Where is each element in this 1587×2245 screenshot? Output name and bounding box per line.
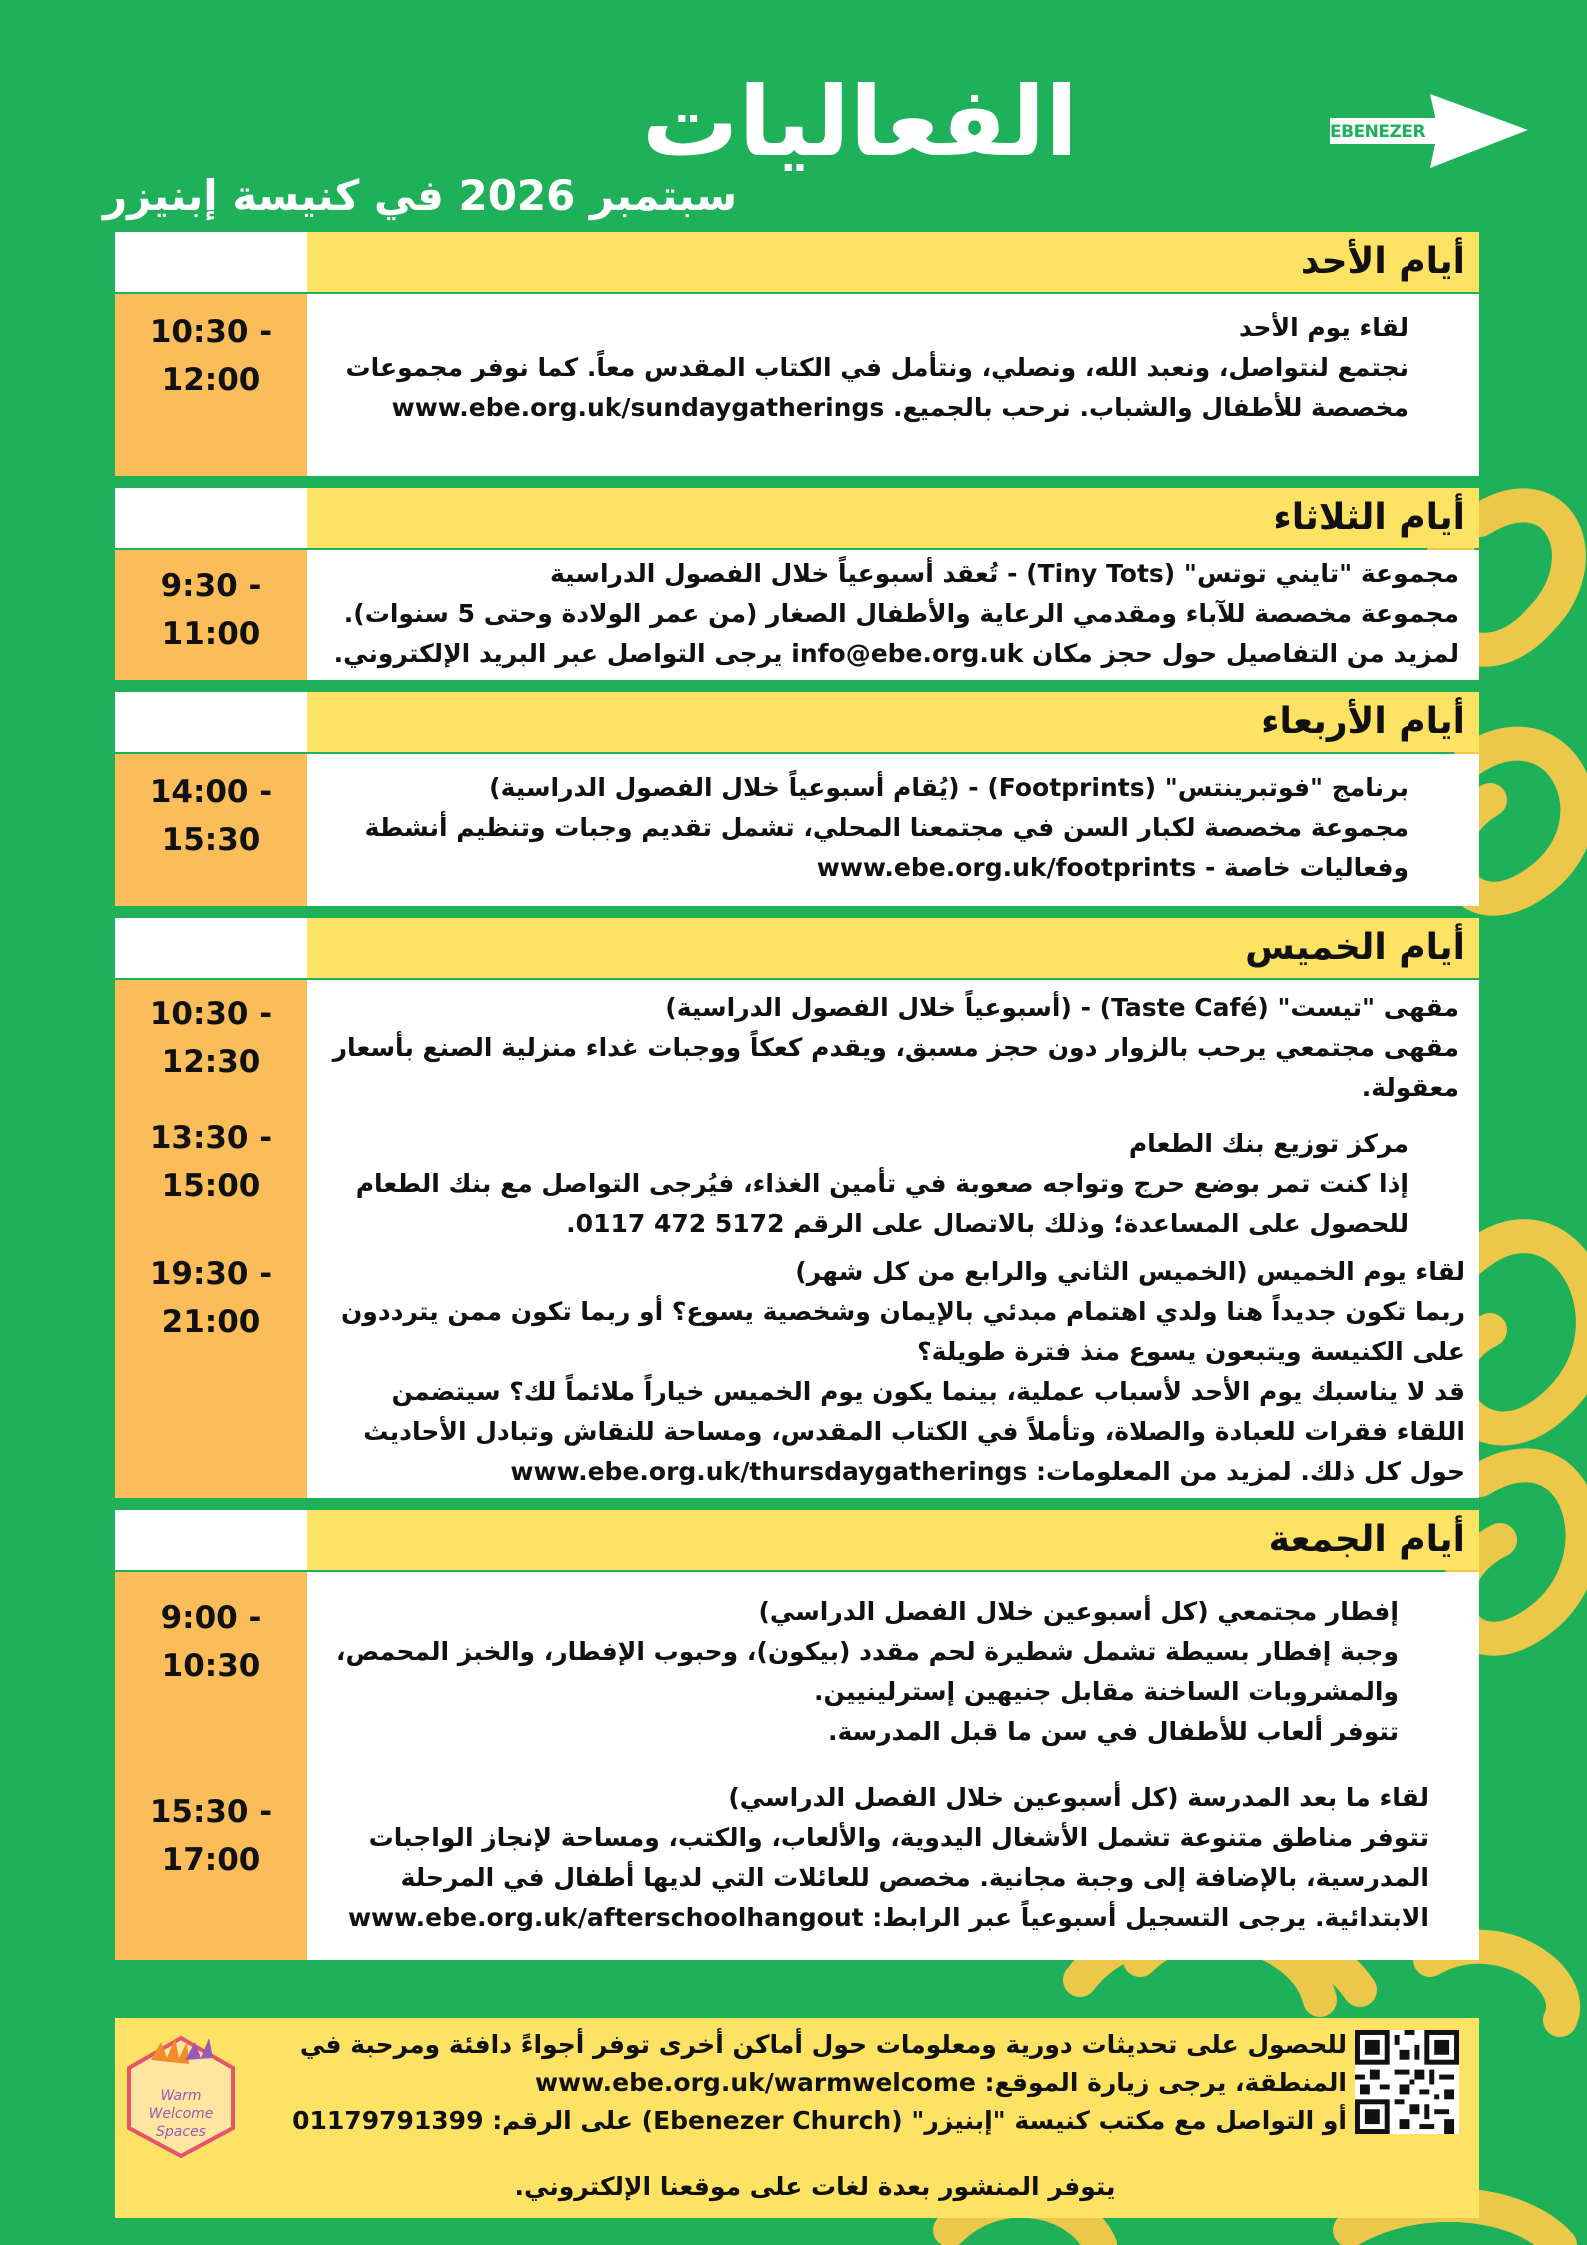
warm-welcome-badge [121,2030,241,2160]
time-column [115,294,307,476]
time-start: 15:30 - [149,1794,273,1830]
event-thursday-gathering [325,1252,1465,1492]
footer-text [292,2026,1347,2140]
event-after-school [319,1778,1429,1938]
time-end: 12:00 [161,362,261,398]
day-title: أيام الأربعاء [307,692,1479,752]
event-text: الابتدائية. يرجى التسجيل أسبوعياً عبر الرابط: www.ebe.org.uk/afterschoolhangout [347,1903,1429,1932]
event-text: معقولة. [1361,1073,1459,1102]
event-content [307,550,1479,680]
header-spacer [115,692,307,752]
footer-line: للحصول على تحديثات دورية ومعلومات حول أماكن أخرى توفر أجواءً دافئة ومرحبة في [299,2030,1347,2059]
event-title: مجموعة "تايني توتس" (Tiny Tots) - تُعقد أسبوعياً خلال الفصول الدراسية [550,559,1459,588]
time-column [115,550,307,680]
day-title: أيام الخميس [307,918,1479,978]
time-end: 11:00 [161,616,261,652]
day-header [115,918,1479,978]
event-title: لقاء يوم الخميس (الخميس الثاني والرابع من كل شهر) [795,1257,1465,1286]
event-text: تتوفر مناطق متنوعة تشمل الأشغال اليدوية، والألعاب، والكتب، ومساحة لإنجاز الواجبات [368,1823,1429,1852]
badge-word: Welcome [148,2106,214,2122]
event-text: مقهى مجتمعي يرحب بالزوار دون حجز مسبق، ويقدم كعكاً ووجبات غداء منزلية الصنع بأسعار [332,1033,1459,1062]
event-text: والمشروبات الساخنة مقابل جنيهين إسترلينيين. [814,1677,1399,1706]
day-body [115,754,1479,906]
event-text: نجتمع لنتواصل، ونعبد الله، ونصلي، ونتأمل في الكتاب المقدس معاً. كما نوفر مجموعات [345,353,1409,382]
badge-word: Warm [160,2088,202,2104]
event-taste-cafe [319,988,1459,1108]
day-header [115,692,1479,752]
day-body [115,1572,1479,1960]
event-content [307,754,1479,906]
event-text: وفعاليات خاصة - www.ebe.org.uk/footprints [816,853,1409,882]
event-title: إفطار مجتمعي (كل أسبوعين خلال الفصل الدراسي) [758,1597,1399,1626]
event-content [307,294,1479,476]
event-text: على الكنيسة ويتبعون يسوع منذ فترة طويلة؟ [917,1337,1465,1366]
time-start: 9:30 - [160,568,262,604]
time-column [115,1572,307,1960]
event-text: اللقاء فقرات للعبادة والصلاة، وتأملاً في الكتاب المقدس، ومساحة للنقاش وتبادل الأحاديث [363,1417,1465,1446]
time-start: 14:00 - [149,774,273,810]
event-text: للحصول على المساعدة؛ وذلك بالاتصال على الرقم 5172 472 0117. [566,1209,1409,1238]
time-end: 12:30 [161,1044,261,1080]
time-end: 15:00 [161,1168,261,1204]
event-text: ربما تكون جديداً هنا ولدي اهتمام مبدئي بالإيمان وشخصية يسوع؟ أو ربما تكون ممن يترددون [340,1297,1465,1326]
time-start: 13:30 - [149,1120,273,1156]
footer-line: أو التواصل مع مكتب كنيسة "إبنيزر" (Ebenezer Church) على الرقم: 01179791399 [292,2106,1347,2135]
time-start: 10:30 - [149,314,273,350]
event-community-breakfast [319,1592,1399,1752]
footer-box [115,2018,1479,2218]
header-spacer [115,232,307,292]
event-text: وجبة إفطار بسيطة تشمل شطيرة لحم مقدد (بيكون)، وحبوب الإفطار، والخبز المحمص، [336,1637,1399,1666]
day-title: أيام الأحد [307,232,1479,292]
event-title: لقاء يوم الأحد [1239,313,1409,342]
event-title: برنامج "فوتبرينتس" (Footprints) - (يُقام أسبوعياً خلال الفصول الدراسية) [489,773,1409,802]
time-end: 17:00 [161,1842,261,1878]
event-text: إذا كنت تمر بوضع حرج وتواجه صعوبة في تأمين الغذاء، فيُرجى التواصل مع بنك الطعام [355,1169,1409,1198]
header-spacer [115,1510,307,1570]
event-text: لمزيد من التفاصيل حول حجز مكان info@ebe.org.uk يرجى التواصل عبر البريد الإلكتروني. [333,639,1459,668]
day-body [115,294,1479,476]
event-text: المدرسية، بالإضافة إلى وجبة مجانية. مخصص للعائلات التي لديها أطفال في المرحلة [400,1863,1429,1892]
time-end: 10:30 [161,1648,261,1684]
time-end: 21:00 [161,1304,261,1340]
day-title: أيام الجمعة [307,1510,1479,1570]
event-title: لقاء ما بعد المدرسة (كل أسبوعين خلال الفصل الدراسي) [728,1783,1429,1812]
time-column [115,980,307,1498]
event-food-bank [329,1124,1409,1244]
event-title: مركز توزيع بنك الطعام [1128,1129,1409,1158]
time-start: 19:30 - [149,1256,273,1292]
event-content [307,1572,1479,1960]
event-tiny-tots [329,554,1459,674]
header-spacer [115,488,307,548]
event-text: مجموعة مخصصة لكبار السن في مجتمعنا المحلي، تشمل تقديم وجبات وتنظيم أنشطة [364,813,1409,842]
time-column [115,754,307,906]
event-text: مجموعة مخصصة للآباء ومقدمي الرعاية والأطفال الصغار (من عمر الولادة وحتى 5 سنوات). [343,599,1459,628]
time-end: 15:30 [161,822,261,858]
event-content [307,980,1479,1498]
event-title: مقهى "تيست" (Taste Café) - (أسبوعياً خلال الفصول الدراسية) [665,993,1459,1022]
page-subtitle: سبتمبر 2026 في كنيسة إبنيزر [102,171,738,220]
badge-word: Spaces [156,2124,206,2140]
day-body [115,550,1479,680]
event-text: تتوفر ألعاب للأطفال في سن ما قبل المدرسة. [828,1717,1399,1746]
day-title: أيام الثلاثاء [307,488,1479,548]
day-header [115,1510,1479,1570]
event-text: مخصصة للأطفال والشباب. نرحب بالجميع. www.ebe.org.uk/sundaygatherings [391,393,1409,422]
church-logo [1330,92,1528,172]
footer-line: المنطقة، يرجى زيارة الموقع: www.ebe.org.uk/warmwelcome [534,2068,1347,2097]
logo-text: EBENEZER CHURCH [1330,122,1426,162]
qr-code-icon[interactable] [1355,2030,1459,2134]
event-text: حول كل ذلك. لمزيد من المعلومات: www.ebe.org.uk/thursdaygatherings [510,1457,1465,1486]
header-spacer [115,918,307,978]
time-start: 9:00 - [160,1600,262,1636]
footer-note: يتوفر المنشور بعدة لغات على موقعنا الإلكتروني. [514,2172,1116,2201]
event-footprints [329,768,1409,888]
day-header [115,488,1479,548]
time-start: 10:30 - [149,996,273,1032]
event-text: قد لا يناسبك يوم الأحد لأسباب عملية، بينما يكون يوم الخميس خياراً ملائماً لك؟ سيتضمن [391,1377,1465,1406]
page-title: الفعاليات [641,66,1079,178]
day-body [115,980,1479,1498]
day-header [115,232,1479,292]
event-sunday-gathering [329,308,1409,428]
